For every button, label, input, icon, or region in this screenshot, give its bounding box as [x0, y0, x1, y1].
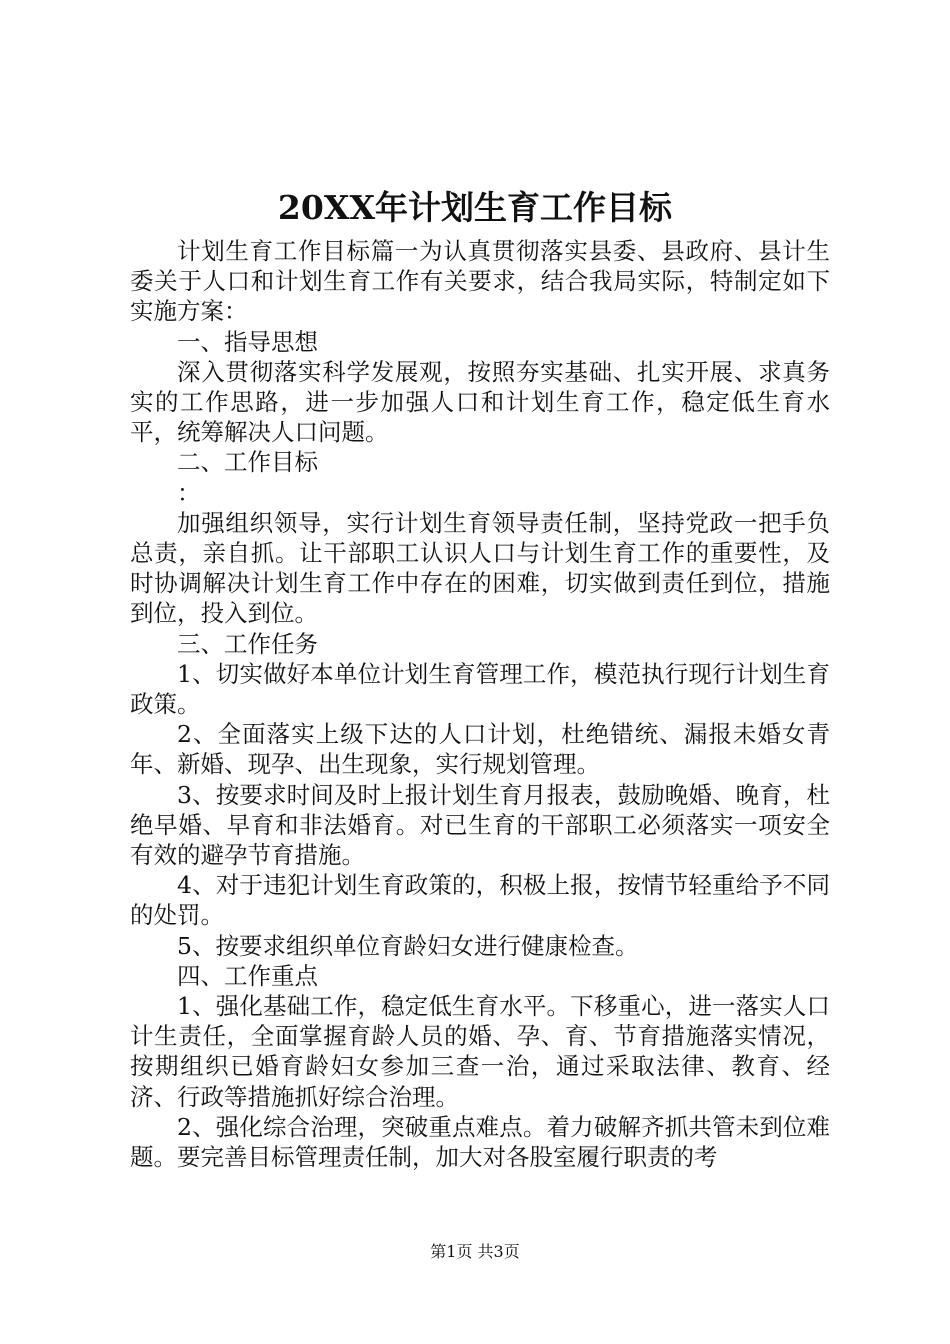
paragraph-focus-2: 2、强化综合治理，突破重点难点。着力破解齐抓共管未到位难题。要完善目标管理责任制，加大对各股室履行职责的考	[130, 1112, 830, 1172]
page-indicator: 第1页 共3页	[430, 1242, 520, 1261]
paragraph-task-4: 4、对于违犯计划生育政策的，积极上报，按情节轻重给予不同的处罚。	[130, 871, 830, 930]
paragraph-task-2: 2、全面落实上级下达的人口计划，杜绝错统、漏报未婚女青年、新婚、现孕、出生现象，实行规划管理。	[130, 720, 830, 779]
paragraph-task-1: 1、切实做好本单位计划生育管理工作，模范执行现行计划生育政策。	[130, 659, 830, 719]
paragraph-focus-1: 1、强化基础工作，稳定低生育水平。下移重心，进一落实人口计生责任，全面掌握育龄人员的婚、孕、育、节育措施落实情况，按期组织已婚育龄妇女参加三查一治，通过采取法律、教育、经济、行政等措施抓好综合治理。	[130, 992, 830, 1111]
document-body	[130, 236, 830, 1172]
paragraph-guiding-ideology: 深入贯彻落实科学发展观，按照夯实基础、扎实开展、求真务实的工作思路，进一步加强人口和计划生育工作，稳定低生育水平，统筹解决人口问题。	[130, 357, 830, 447]
heading-work-tasks: 三、工作任务	[177, 629, 318, 658]
paragraph-task-3: 3、按要求时间及时上报计划生育月报表，鼓励晚婚、晚育，杜绝早婚、早育和非法婚育。对已生育的干部职工必须落实一项安全有效的避孕节育措施。	[130, 780, 830, 870]
document-title: 20XX年计划生育工作目标	[277, 188, 673, 227]
heading-guiding-ideology: 一、指导思想	[177, 327, 318, 356]
paragraph-task-5: 5、按要求组织单位育龄妇女进行健康检查。	[177, 931, 639, 960]
paragraph-intro: 计划生育工作目标篇一为认真贯彻落实县委、县政府、县计生委关于人口和计划生育工作有关要求，结合我局实际，特制定如下实施方案：	[130, 237, 830, 326]
paragraph-work-goals: 加强组织领导，实行计划生育领导责任制，坚持党政一把手负总责，亲自抓。让干部职工认识人口与计划生育工作的重要性，及时协调解决计划生育工作中存在的困难，切实做到责任到位，措施到位，投入到位。	[130, 508, 830, 628]
heading-work-goals: 二、工作目标	[177, 448, 318, 477]
paragraph-colon: ：	[177, 478, 201, 507]
heading-work-focus: 四、工作重点	[177, 961, 318, 990]
